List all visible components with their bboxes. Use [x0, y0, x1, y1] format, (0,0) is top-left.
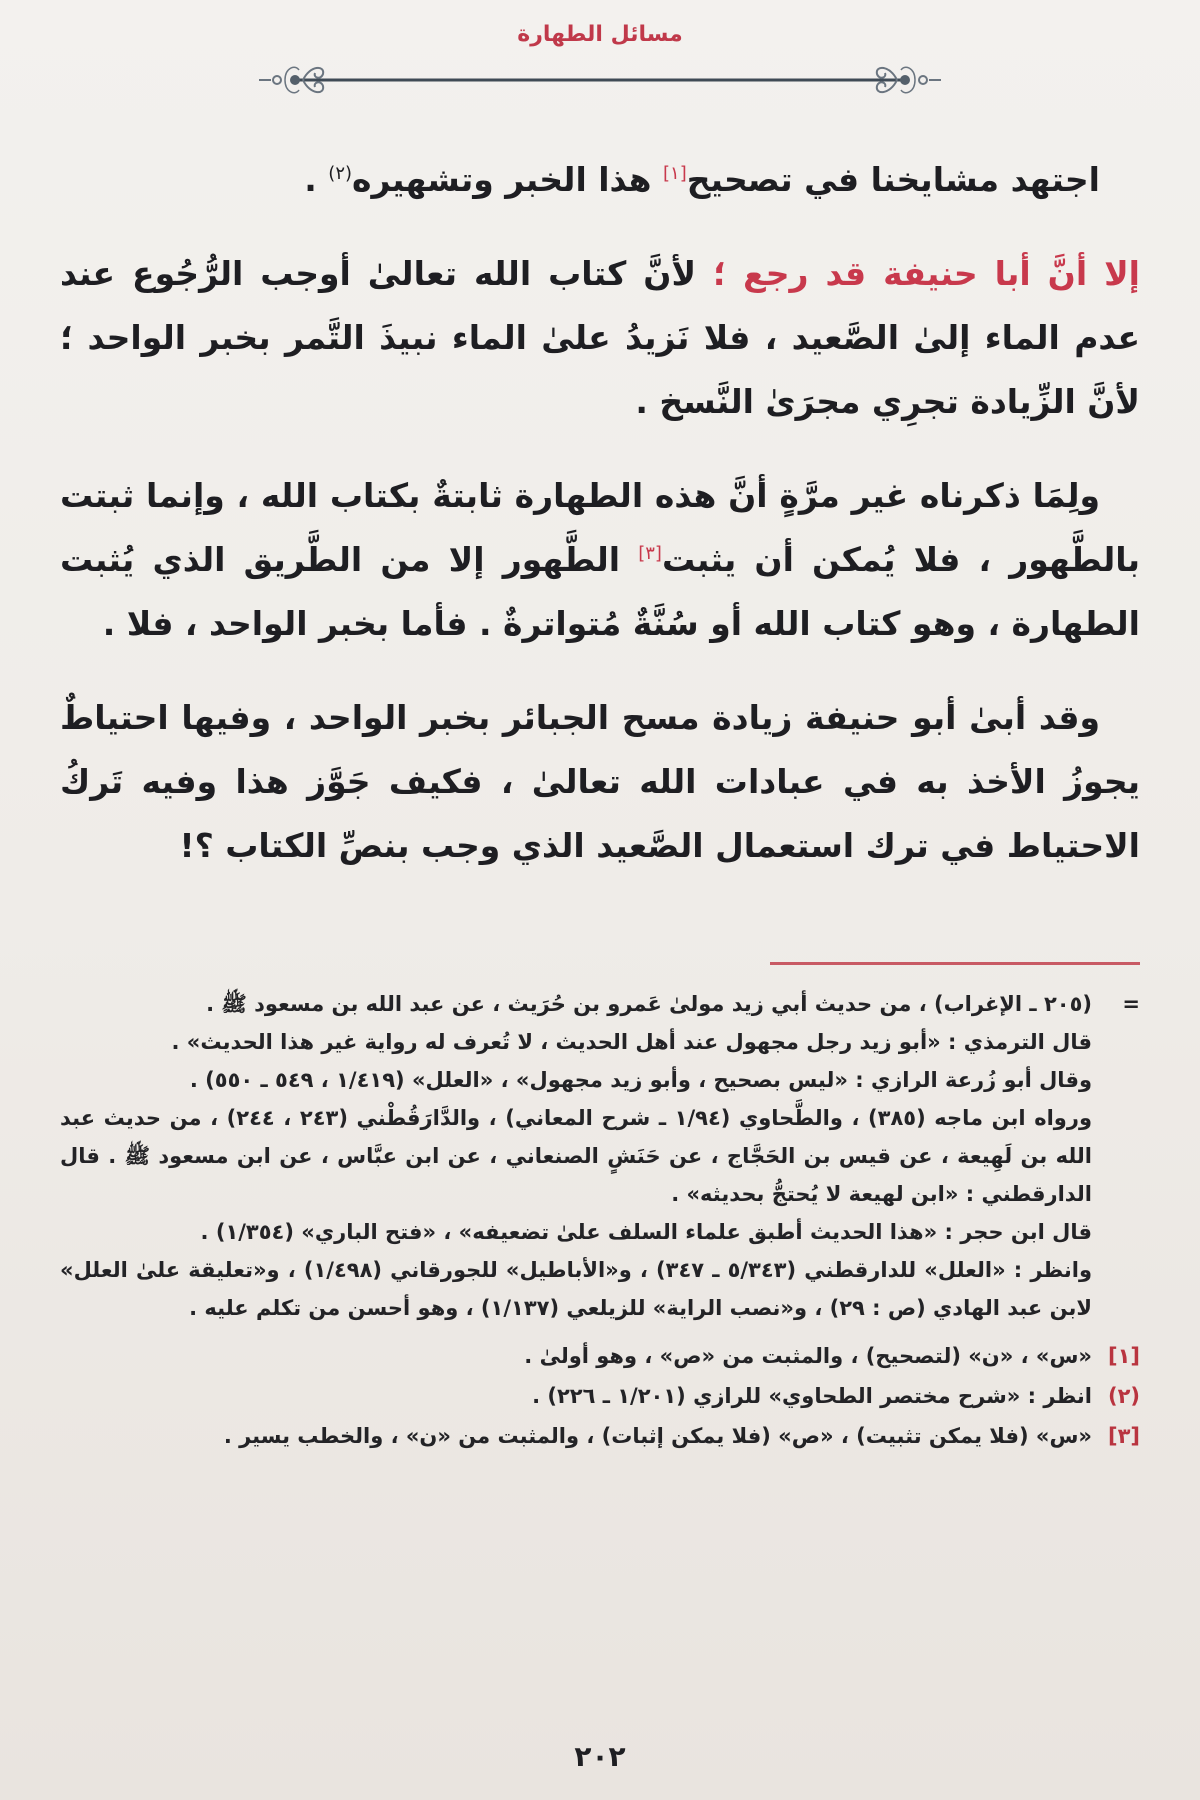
continuation-mark: =	[1122, 992, 1140, 1016]
footnote-3	[60, 1417, 1140, 1455]
footnote-divider	[770, 962, 1140, 965]
paragraph-1-text-b: هذا الخبر وتشهيره	[352, 160, 663, 199]
paragraph-4-text: وقد أبىٰ أبو حنيفة زيادة مسح الجبائر بخبر الواحد ، وفيها احتياطٌ يجوزُ الأخذ به في عبادات الله تعالىٰ ، فكيف جَوَّز هذا وفيه تَركُ الاحتياط في ترك استعمال الصَّعيد الذي وجب بنصِّ الكتاب ؟!	[60, 698, 1140, 865]
ornamental-rule-icon	[255, 60, 945, 100]
continuation-line: وانظر : «العلل» للدارقطني (٥/٣٤٣ ـ ٣٤٧) ، و«الأباطيل» للجورقاني (١/٤٩٨) ، و«تعليقة علىٰ العلل» لابن عبد الهادي (ص : ٢٩) ، و«نصب الراية» للزيلعي (١/١٣٧) ، وهو أحسن من تكلم عليه .	[60, 1258, 1093, 1320]
page-number: ٢٠٢	[574, 1740, 626, 1773]
main-text	[60, 148, 1140, 908]
paragraph-1	[60, 148, 1140, 212]
footnote-text: «س» ، «ن» (لتصحيح) ، والمثبت من «ص» ، وهو أولىٰ .	[524, 1344, 1092, 1368]
paragraph-2	[60, 242, 1140, 434]
highlighted-lead: إلا أنَّ أبا حنيفة قد رجع ؛	[713, 254, 1140, 293]
paragraph-3	[60, 464, 1140, 656]
footnote-1	[60, 1337, 1140, 1375]
paragraph-3-text-b: الطَّهور إلا من الطَّريق الذي يُثبت الطهارة ، وهو كتاب الله أو سُنَّةٌ مُتواترةٌ . فأما بخبر الواحد ، فلا .	[60, 540, 1140, 643]
footnote-ref-1[interactable]: [١]	[663, 163, 687, 184]
footnote-number: [٣]	[1107, 1424, 1140, 1448]
paragraph-3-text-a: ولِمَا ذكرناه غير مرَّةٍ أنَّ هذه الطهارة ثابتةٌ بكتاب الله ، وإنما ثبتت بالطَّهور ، فلا يُمكن أن يثبت	[60, 476, 1140, 579]
footnote-number: (٢)	[1107, 1384, 1140, 1408]
continuation-line: (٢٠٥ ـ الإغراب) ، من حديث أبي زيد مولىٰ عَمرو بن حُرَيث ، عن عبد الله بن مسعود ﷺ .	[206, 992, 1092, 1016]
continuation-line: قال ابن حجر : «هذا الحديث أطبق علماء السلف علىٰ تضعيفه» ، «فتح الباري» (١/٣٥٤) .	[200, 1220, 1092, 1244]
footnote-ref-2[interactable]: (٢)	[328, 163, 353, 184]
footnote-text: «س» (فلا يمكن تثبيت) ، «ص» (فلا يمكن إثبات) ، والمثبت من «ن» ، والخطب يسير .	[223, 1424, 1092, 1448]
paragraph-4	[60, 686, 1140, 878]
running-title: مسائل الطهارة	[517, 22, 683, 47]
footnotes-section	[60, 985, 1140, 1455]
paragraph-1-text-c: .	[304, 160, 329, 199]
footnote-continuation	[60, 985, 1140, 1327]
footnote-text: انظر : «شرح مختصر الطحاوي» للرازي (١/٢٠١ ـ ٢٢٦) .	[532, 1384, 1092, 1408]
running-header	[0, 22, 1200, 47]
continuation-line: قال الترمذي : «أبو زيد رجل مجهول عند أهل الحديث ، لا تُعرف له رواية غير هذا الحديث» .	[171, 1030, 1092, 1054]
continuation-line: ورواه ابن ماجه (٣٨٥) ، والطَّحاوي (١/٩٤ ـ شرح المعاني) ، والدَّارَقُطْني (٢٤٣ ، ٢٤٤) ، من حديث عبد الله بن لَهِيعة ، عن قيس بن الحَجَّاج ، عن حَنَشٍ الصنعاني ، عن ابن عبَّاس ، عن ابن مسعود ﷺ . قال الدارقطني : «ابن لهيعة لا يُحتجُّ بحديثه» .	[60, 1106, 1092, 1206]
continuation-line: وقال أبو زُرعة الرازي : «ليس بصحيح ، وأبو زيد مجهول» ، «العلل» (١/٤١٩ ، ٥٤٩ ـ ٥٥٠) .	[189, 1068, 1092, 1092]
footnote-2	[60, 1377, 1140, 1415]
footnote-ref-3[interactable]: [٣]	[638, 543, 662, 564]
footnote-number: [١]	[1107, 1344, 1140, 1368]
paragraph-2-text: لأنَّ كتاب الله تعالىٰ أوجب الرُّجُوع عند عدم الماء إلىٰ الصَّعيد ، فلا نَزيدُ علىٰ الماء نبيذَ التَّمر بخبر الواحد ؛ لأنَّ الزِّيادة تجرِي مجرَىٰ النَّسخ .	[60, 254, 1140, 421]
paragraph-1-text-a: اجتهد مشايخنا في تصحيح	[686, 160, 1100, 199]
